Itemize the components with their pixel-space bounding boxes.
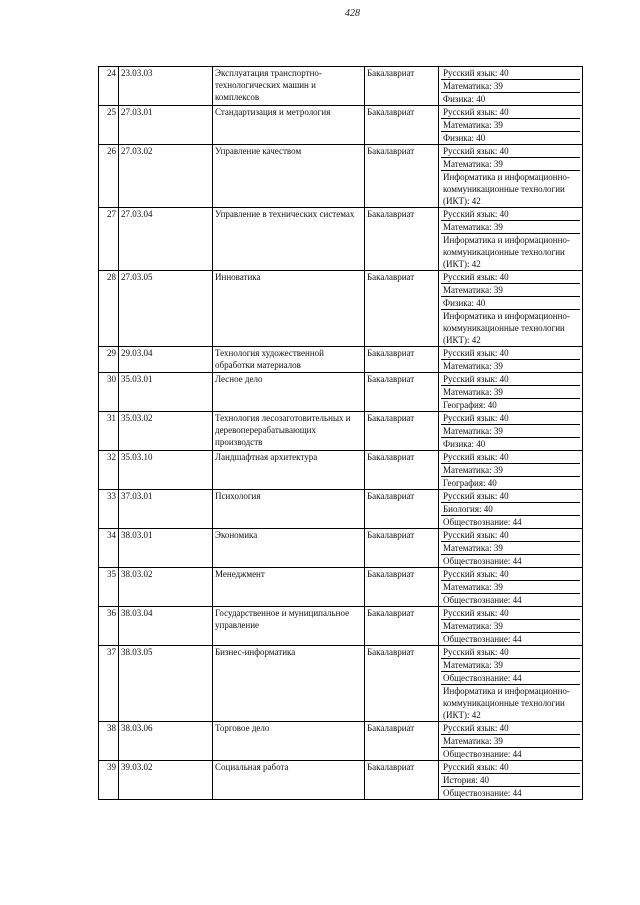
programs-table: [98, 66, 583, 800]
exam-requirement: Обществознание: 44: [443, 556, 522, 566]
education-level: Бакалавриат: [365, 373, 439, 412]
table-row: [99, 373, 583, 412]
program-name: Государственное и муниципальное управление: [213, 607, 365, 646]
exam-requirement: Математика: 39: [441, 581, 580, 594]
row-number: 37: [99, 646, 119, 722]
exam-requirement: Обществознание: 44: [443, 634, 522, 644]
program-name: Инноватика: [213, 271, 365, 347]
row-number: 39: [99, 761, 119, 800]
program-name: Управление в технических системах: [213, 208, 365, 271]
program-code: 38.03.04: [119, 607, 213, 646]
exam-requirement: Математика: 39: [441, 464, 580, 477]
table-row: [99, 607, 583, 646]
exam-requirement: Информатика и информационно-коммуникационные технологии (ИКТ): 42: [443, 235, 570, 269]
exam-requirement: Информатика и информационно-коммуникационные технологии (ИКТ): 42: [443, 311, 570, 345]
table-row: [99, 145, 583, 208]
education-level: Бакалавриат: [365, 607, 439, 646]
exam-requirement: Обществознание: 44: [443, 595, 522, 605]
exam-requirement: Русский язык: 40: [441, 722, 580, 735]
exam-list: [439, 208, 583, 271]
education-level: Бакалавриат: [365, 451, 439, 490]
exam-requirement: Физика: 40: [441, 297, 580, 310]
program-code: 27.03.02: [119, 145, 213, 208]
exam-requirement: Математика: 39: [441, 542, 580, 555]
program-name: Лесное дело: [213, 373, 365, 412]
table-row: [99, 451, 583, 490]
education-level: Бакалавриат: [365, 208, 439, 271]
education-level: Бакалавриат: [365, 412, 439, 451]
education-level: Бакалавриат: [365, 67, 439, 106]
exam-list: [439, 373, 583, 412]
program-name: Управление качеством: [213, 145, 365, 208]
exam-requirement: Обществознание: 44: [443, 749, 522, 759]
exam-list: [439, 106, 583, 145]
exam-requirement: География: 40: [443, 478, 497, 488]
exam-list: [439, 347, 583, 373]
table-row: [99, 67, 583, 106]
table-row: [99, 646, 583, 722]
exam-requirement: Обществознание: 44: [443, 517, 522, 527]
education-level: Бакалавриат: [365, 646, 439, 722]
table-row: [99, 106, 583, 145]
exam-requirement: Математика: 39: [441, 80, 580, 93]
program-name: Менеджмент: [213, 568, 365, 607]
exam-list: [439, 412, 583, 451]
row-number: 32: [99, 451, 119, 490]
exam-list: [439, 529, 583, 568]
program-name: Стандартизация и метрология: [213, 106, 365, 145]
exam-list: [439, 761, 583, 800]
program-name: Торговое дело: [213, 722, 365, 761]
education-level: Бакалавриат: [365, 568, 439, 607]
exam-requirement: Русский язык: 40: [441, 67, 580, 80]
exam-requirement: Математика: 39: [441, 386, 580, 399]
education-level: Бакалавриат: [365, 347, 439, 373]
exam-list: [439, 451, 583, 490]
exam-requirement: Математика: 39: [441, 735, 580, 748]
education-level: Бакалавриат: [365, 761, 439, 800]
exam-requirement: Обществознание: 44: [443, 788, 522, 798]
table-row: [99, 529, 583, 568]
table-row: [99, 568, 583, 607]
exam-requirement: Русский язык: 40: [441, 490, 580, 503]
row-number: 26: [99, 145, 119, 208]
row-number: 36: [99, 607, 119, 646]
row-number: 38: [99, 722, 119, 761]
program-code: 27.03.05: [119, 271, 213, 347]
exam-list: [439, 646, 583, 722]
row-number: 34: [99, 529, 119, 568]
row-number: 30: [99, 373, 119, 412]
exam-list: [439, 271, 583, 347]
exam-requirement: Русский язык: 40: [441, 208, 580, 221]
program-code: 29.03.04: [119, 347, 213, 373]
exam-requirement: Математика: 39: [441, 119, 580, 132]
exam-requirement: Обществознание: 44: [441, 672, 580, 685]
exam-requirement: Русский язык: 40: [441, 646, 580, 659]
program-code: 38.03.02: [119, 568, 213, 607]
exam-requirement: Математика: 39: [443, 361, 503, 371]
row-number: 27: [99, 208, 119, 271]
program-code: 35.03.02: [119, 412, 213, 451]
row-number: 35: [99, 568, 119, 607]
education-level: Бакалавриат: [365, 106, 439, 145]
program-name: Ландшафтная архитектура: [213, 451, 365, 490]
exam-requirement: Русский язык: 40: [441, 607, 580, 620]
exam-requirement: Русский язык: 40: [441, 347, 580, 360]
row-number: 24: [99, 67, 119, 106]
table-row: [99, 347, 583, 373]
exam-requirement: Физика: 40: [443, 133, 486, 143]
exam-list: [439, 145, 583, 208]
program-code: 38.03.06: [119, 722, 213, 761]
exam-requirement: Русский язык: 40: [441, 451, 580, 464]
education-level: Бакалавриат: [365, 145, 439, 208]
table-row: [99, 761, 583, 800]
exam-requirement: История: 40: [441, 774, 580, 787]
program-name: Технология художественной обработки материалов: [213, 347, 365, 373]
program-code: 38.03.05: [119, 646, 213, 722]
exam-requirement: Русский язык: 40: [441, 271, 580, 284]
row-number: 25: [99, 106, 119, 145]
row-number: 31: [99, 412, 119, 451]
program-name: Технология лесозаготовительных и деревоперерабатывающих производств: [213, 412, 365, 451]
programs-table-body: [99, 67, 583, 800]
program-name: Эксплуатация транспортно-технологических машин и комплексов: [213, 67, 365, 106]
program-code: 27.03.04: [119, 208, 213, 271]
program-code: 35.03.01: [119, 373, 213, 412]
program-code: 35.03.10: [119, 451, 213, 490]
exam-list: [439, 67, 583, 106]
exam-list: [439, 490, 583, 529]
exam-requirement: Русский язык: 40: [441, 568, 580, 581]
exam-requirement: Физика: 40: [443, 439, 486, 449]
exam-requirement: Русский язык: 40: [441, 145, 580, 158]
exam-requirement: Физика: 40: [443, 94, 486, 104]
exam-list: [439, 568, 583, 607]
row-number: 28: [99, 271, 119, 347]
program-name: Экономика: [213, 529, 365, 568]
table-row: [99, 208, 583, 271]
row-number: 33: [99, 490, 119, 529]
exam-requirement: Информатика и информационно-коммуникационные технологии (ИКТ): 42: [443, 686, 570, 720]
education-level: Бакалавриат: [365, 722, 439, 761]
exam-requirement: Математика: 39: [441, 221, 580, 234]
exam-requirement: Биология: 40: [441, 503, 580, 516]
exam-requirement: Русский язык: 40: [441, 761, 580, 774]
exam-requirement: Математика: 39: [441, 425, 580, 438]
row-number: 29: [99, 347, 119, 373]
program-code: 27.03.01: [119, 106, 213, 145]
exam-requirement: Математика: 39: [441, 284, 580, 297]
exam-list: [439, 607, 583, 646]
exam-requirement: Русский язык: 40: [441, 106, 580, 119]
table-row: [99, 490, 583, 529]
program-name: Социальная работа: [213, 761, 365, 800]
program-code: 38.03.01: [119, 529, 213, 568]
exam-requirement: Математика: 39: [441, 620, 580, 633]
program-name: Психология: [213, 490, 365, 529]
page-number: 428: [345, 8, 360, 19]
exam-requirement: Информатика и информационно-коммуникационные технологии (ИКТ): 42: [443, 172, 570, 206]
program-name: Бизнес-информатика: [213, 646, 365, 722]
education-level: Бакалавриат: [365, 271, 439, 347]
program-code: 37.03.01: [119, 490, 213, 529]
exam-requirement: Русский язык: 40: [441, 373, 580, 386]
table-row: [99, 722, 583, 761]
exam-requirement: География: 40: [443, 400, 497, 410]
education-level: Бакалавриат: [365, 529, 439, 568]
exam-requirement: Русский язык: 40: [441, 412, 580, 425]
table-row: [99, 271, 583, 347]
education-level: Бакалавриат: [365, 490, 439, 529]
exam-list: [439, 722, 583, 761]
exam-requirement: Русский язык: 40: [441, 529, 580, 542]
table-row: [99, 412, 583, 451]
exam-requirement: Математика: 39: [441, 659, 580, 672]
exam-requirement: Математика: 39: [441, 158, 580, 171]
program-code: 23.03.03: [119, 67, 213, 106]
program-code: 39.03.02: [119, 761, 213, 800]
